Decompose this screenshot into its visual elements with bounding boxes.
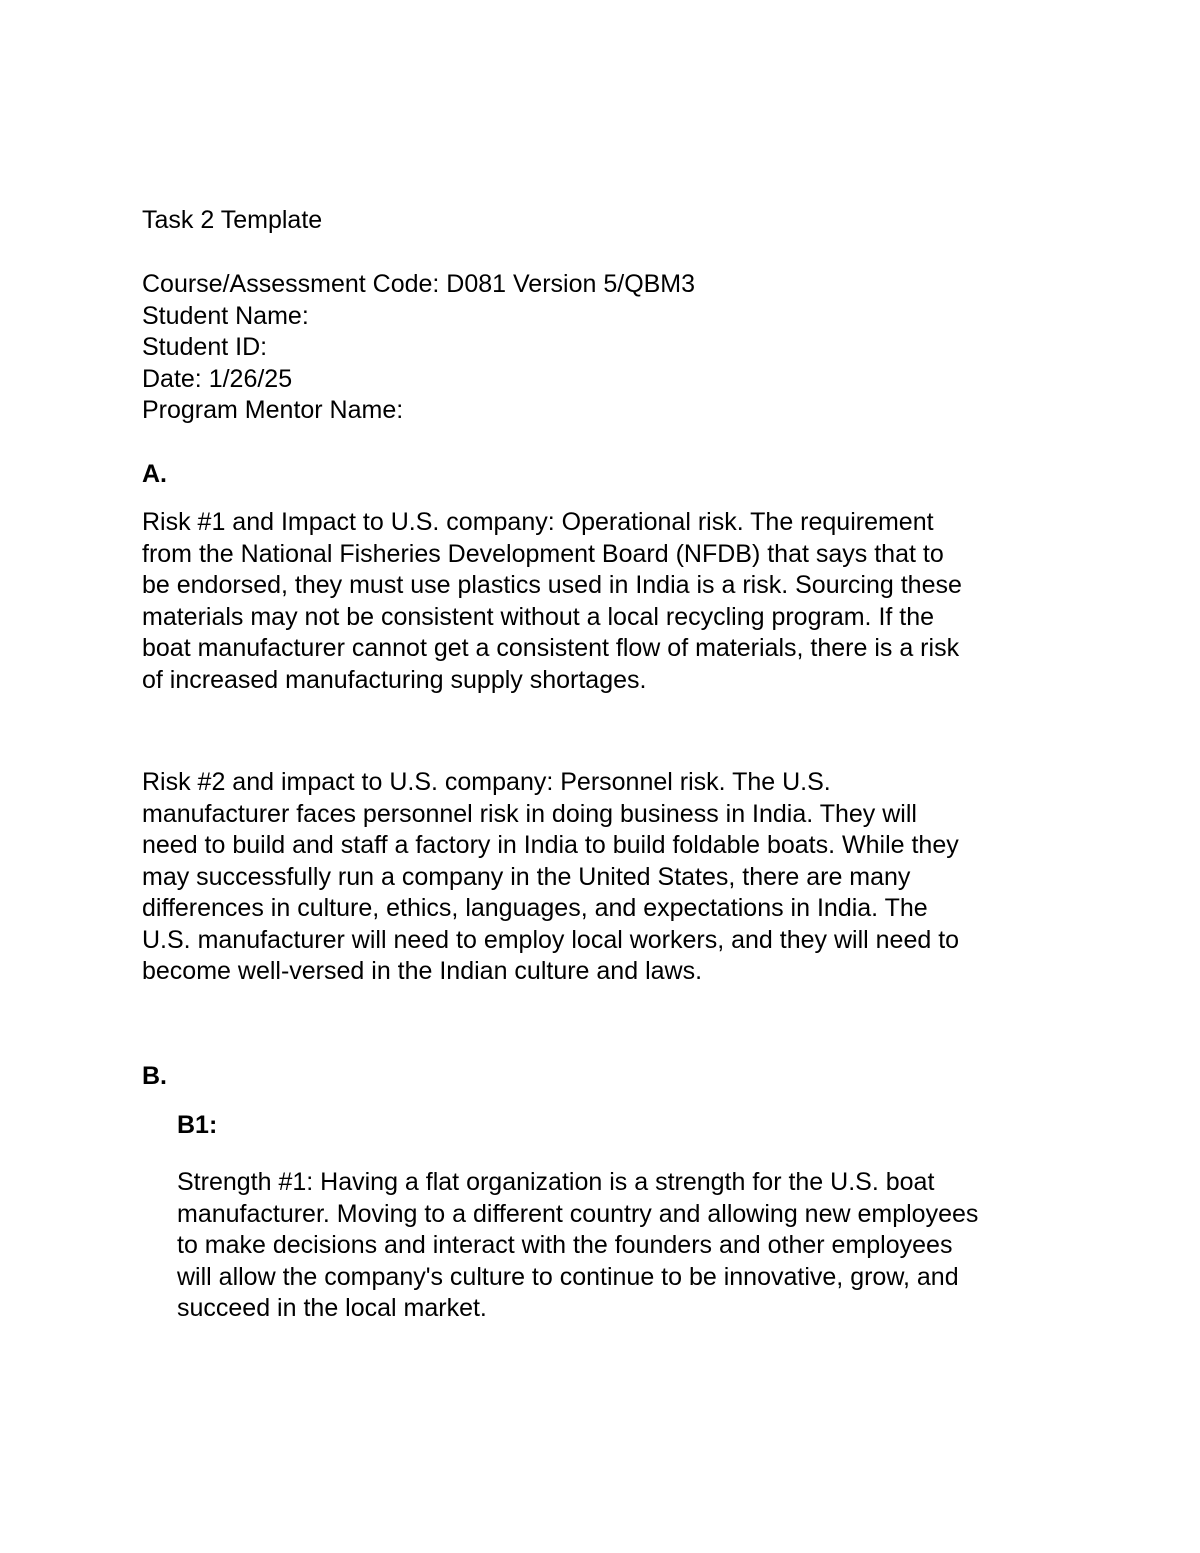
paragraph-line: manufacturer. Moving to a different country and allowing new employees: [177, 1199, 979, 1228]
paragraph-line: succeed in the local market.: [177, 1294, 487, 1322]
program-mentor: Program Mentor Name:: [142, 396, 404, 424]
paragraph-line: will allow the company's culture to continue to be innovative, grow, and: [177, 1262, 959, 1291]
paragraph-line: materials may not be consistent without a local recycling program. If the: [142, 602, 935, 631]
paragraph-line: boat manufacturer cannot get a consistent flow of materials, there is a risk: [142, 634, 960, 662]
paragraph-line: of increased manufacturing supply shortages.: [142, 665, 647, 694]
paragraph-line: become well-versed in the Indian culture and laws.: [142, 957, 703, 985]
paragraph-line: manufacturer faces personnel risk in doing business in India. They will: [142, 799, 917, 828]
paragraph-line: U.S. manufacturer will need to employ local workers, and they will need to: [142, 925, 960, 954]
date: Date: 1/26/25: [142, 364, 293, 393]
paragraph-line: may successfully run a company in the United States, there are many: [142, 862, 911, 891]
document-title: Task 2 Template: [142, 206, 323, 234]
paragraph-line: Strength #1: Having a flat organization is a strength for the U.S. boat: [177, 1168, 935, 1196]
paragraph-line: Risk #2 and impact to U.S. company: Personnel risk. The U.S.: [142, 768, 831, 796]
paragraph-line: from the National Fisheries Development Board (NFDB) that says that to: [142, 539, 944, 568]
paragraph-line: Risk #1 and Impact to U.S. company: Operational risk. The requirement: [142, 508, 934, 536]
paragraph-line: to make decisions and interact with the founders and other employees: [177, 1231, 953, 1259]
paragraph-line: differences in culture, ethics, languages, and expectations in India. The: [142, 894, 928, 922]
course-code: Course/Assessment Code: D081 Version 5/QBM3: [142, 270, 696, 298]
student-name: Student Name:: [142, 301, 309, 330]
student-id: Student ID:: [142, 333, 268, 361]
section-a-heading: A.: [142, 460, 167, 488]
paragraph-line: be endorsed, they must use plastics used in India is a risk. Sourcing these: [142, 571, 962, 599]
section-b-heading: B.: [142, 1062, 167, 1090]
paragraph-line: need to build and staff a factory in India to build foldable boats. While they: [142, 831, 959, 859]
section-b1-heading: B1:: [177, 1111, 218, 1139]
